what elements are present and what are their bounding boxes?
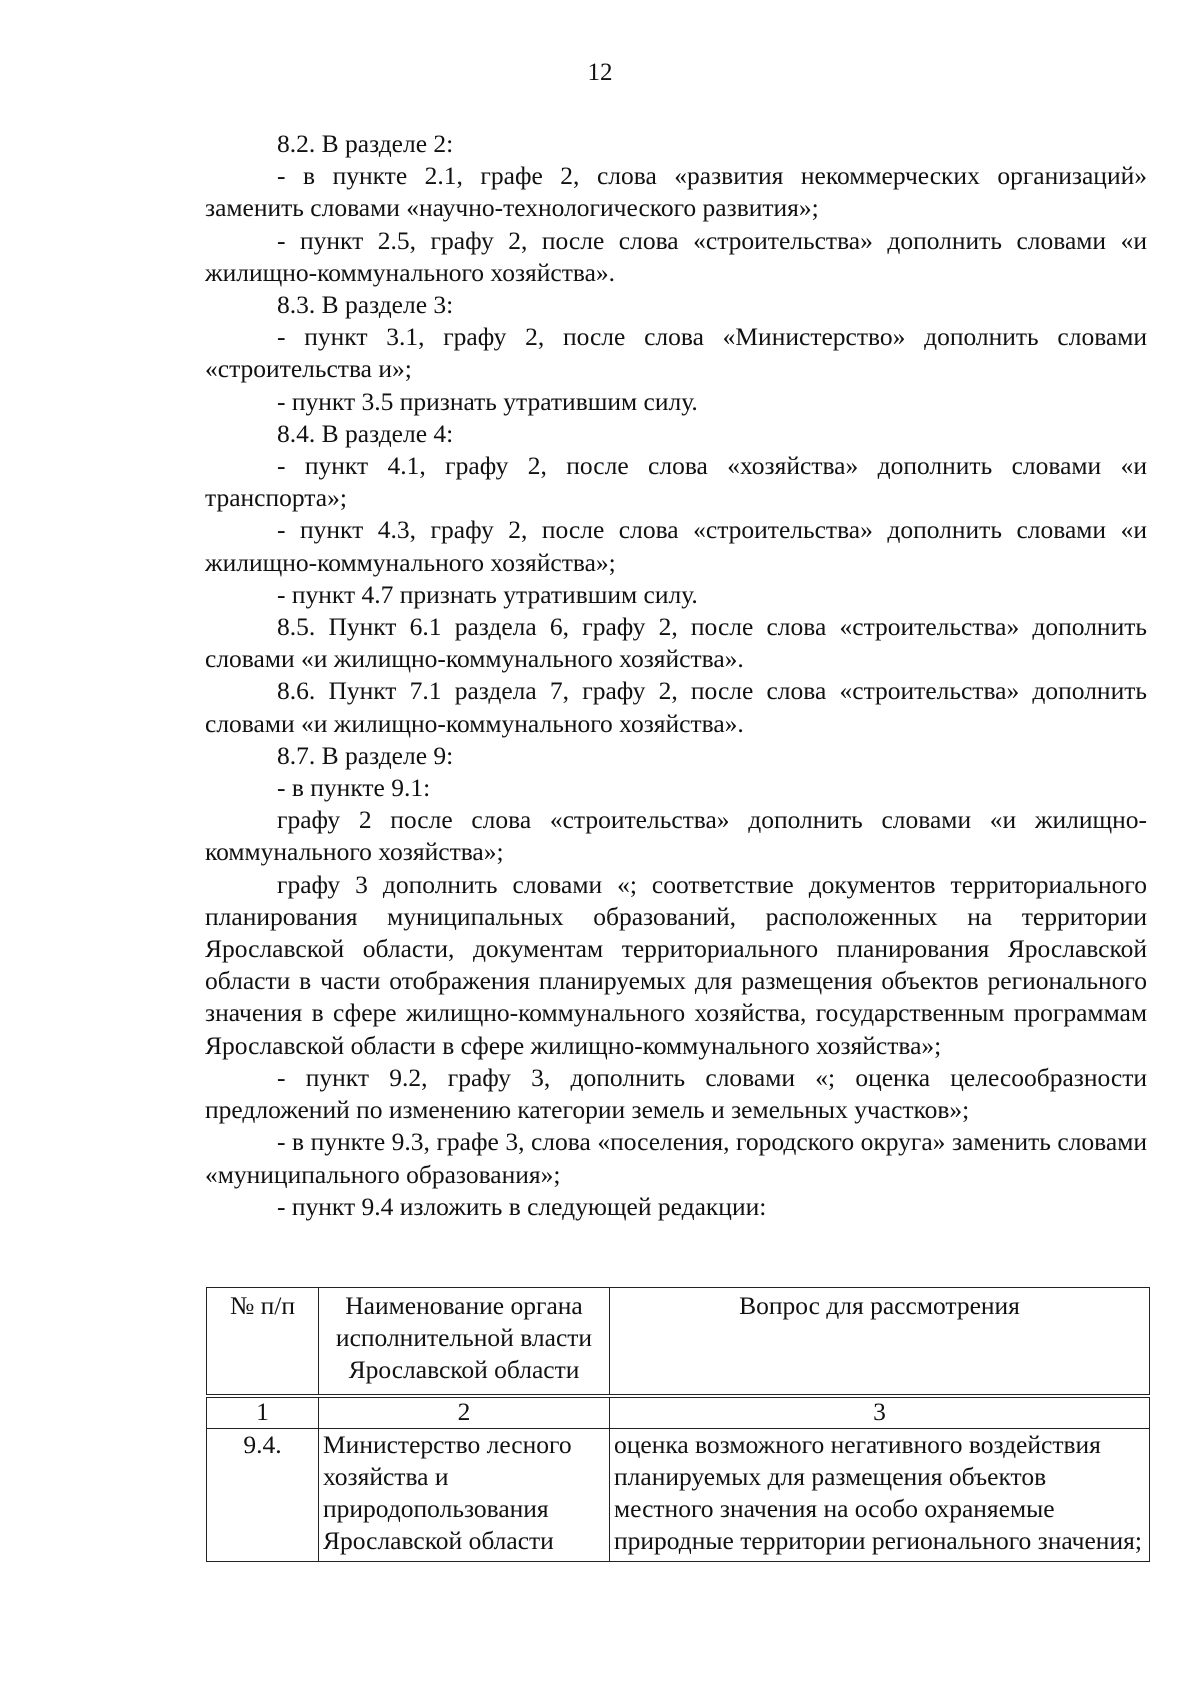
paragraph-8-5: 8.5. Пункт 6.1 раздела 6, графу 2, после слова «строительства» дополнить словами «и жилищно-коммунального хозяйства». [205, 612, 1147, 674]
paragraph-8-3-item-3-5: - пункт 3.5 признать утратившим силу. [277, 386, 698, 416]
paragraph-9-2: - пункт 9.2, графу 3, дополнить словами «; оценка целесообразности предложений по изменению категории земель и земельных участков»; [205, 1062, 1147, 1125]
paragraph-8-2-item-2-1: - в пункте 2.1, графе 2, слова «развития некоммерческих организаций» заменить словами «научно-технологического развития»; [205, 161, 1147, 223]
paragraph-8-4-item-4-1: - пункт 4.1, графу 2, после слова «хозяйства» дополнить словами «и транспорта»; [205, 451, 1147, 513]
column-number-2: 2 [319, 1396, 610, 1429]
paragraph-8-2-item-2-5: - пункт 2.5, графу 2, после слова «строительства» дополнить словами «и жилищно-коммунального хозяйства». [205, 225, 1147, 287]
document-body [205, 128, 1147, 1223]
paragraph-8-6: 8.6. Пункт 7.1 раздела 7, графу 2, после слова «строительства» дополнить словами «и жилищно-коммунального хозяйства». [205, 676, 1147, 738]
paragraph-8-4-item-4-3: - пункт 4.3, графу 2, после слова «строительства» дополнить словами «и жилищно-коммунального хозяйства»; [205, 515, 1147, 577]
paragraph-8-2: 8.2. В разделе 2: [277, 129, 454, 158]
paragraph-9-4-intro: - пункт 9.4 изложить в следующей редакции: [277, 1191, 767, 1221]
header-organ: Наименование органа исполнительной власти Ярославской области [319, 1288, 610, 1397]
paragraph-9-1-column-3: графу 3 дополнить словами «; соответствие документов территориального планирования муниципальных образований, расположенных на территории Ярославской области, документам территориального планирования Ярославской области в части отображения планируемых для размещения объектов регионального значения в сфере жилищно-коммунального хозяйства, государственным программам Ярославской области в сфере жилищно-коммунального хозяйства»; [205, 869, 1147, 1060]
header-question: Вопрос для рассмотрения [610, 1288, 1150, 1397]
paragraph-8-3-item-3-1: - пункт 3.1, графу 2, после слова «Министерство» дополнить словами «строительства и»; [205, 322, 1147, 384]
paragraph-8-7-item-9-1: - в пункте 9.1: [277, 773, 431, 803]
paragraph-8-4: 8.4. В разделе 4: [277, 418, 454, 448]
page-number: 12 [587, 59, 613, 86]
amendment-table [206, 1287, 1149, 1562]
row-question: оценка возможного негативного воздействия планируемых для размещения объектов местного значения на особо охраняемые природные территории регионального значения; [610, 1429, 1150, 1562]
paragraph-9-1-column-2: графу 2 после слова «строительства» дополнить словами «и жилищно-коммунального хозяйства»; [205, 805, 1147, 867]
column-number-3: 3 [610, 1396, 1150, 1429]
column-number-row [207, 1396, 1150, 1429]
paragraph-8-7: 8.7. В разделе 9: [277, 740, 454, 770]
row-number: 9.4. [207, 1429, 319, 1562]
table [206, 1287, 1150, 1562]
table-row [207, 1429, 1150, 1562]
paragraph-8-4-item-4-7: - пункт 4.7 признать утратившим силу. [277, 579, 698, 609]
column-number-1: 1 [207, 1396, 319, 1429]
paragraph-8-3: 8.3. В разделе 3: [277, 290, 454, 320]
table-header-row [207, 1288, 1150, 1397]
paragraph-9-3: - в пункте 9.3, графе 3, слова «поселения, городского округа» заменить словами «муниципального образования»; [205, 1127, 1147, 1189]
row-organ: Министерство лесного хозяйства и природопользования Ярославской области [319, 1429, 610, 1562]
header-number: № п/п [207, 1288, 319, 1397]
